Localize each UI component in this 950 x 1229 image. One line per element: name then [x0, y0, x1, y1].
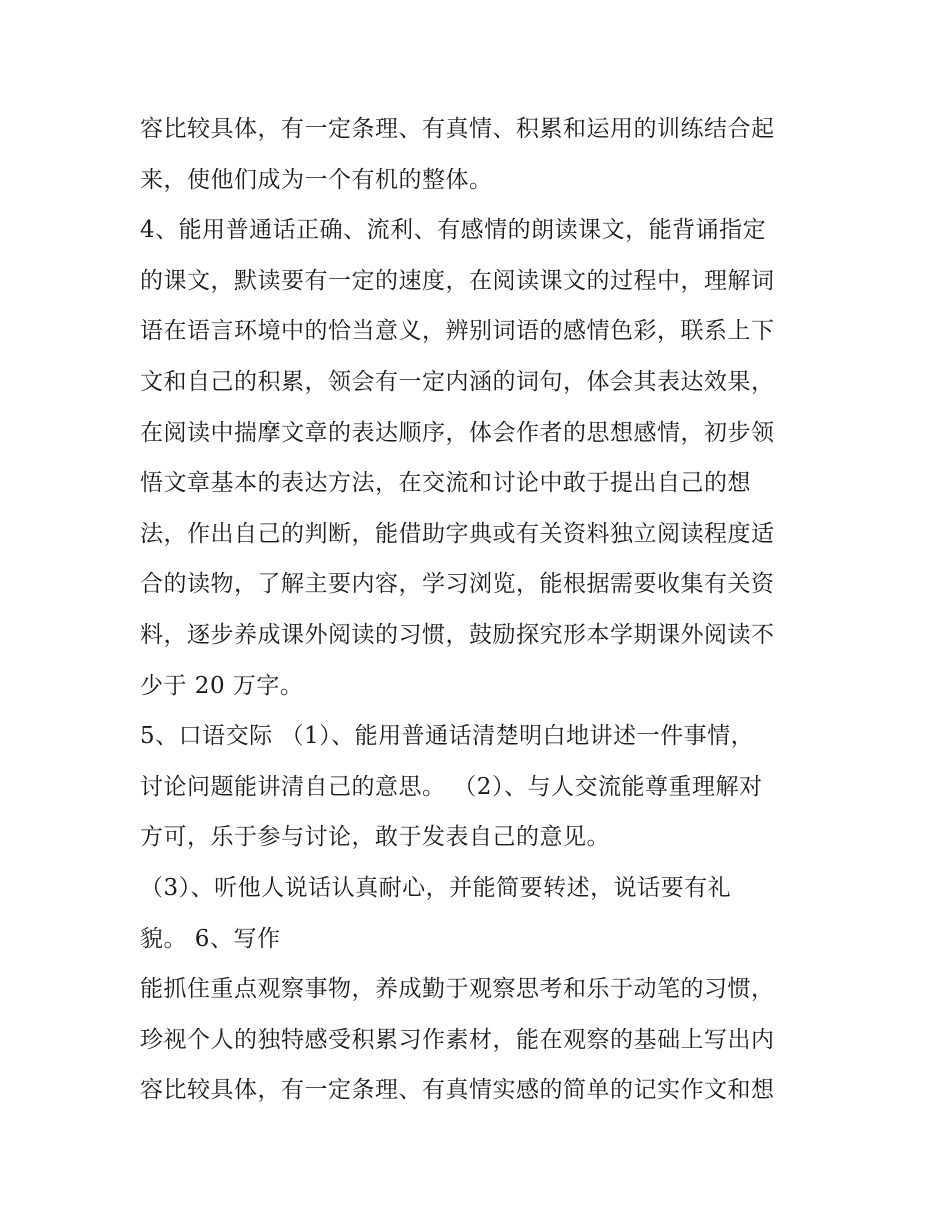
text-line: 少于 20 万字。 — [140, 672, 304, 699]
text-line: 容比较具体，有一定条理、有真情、积累和运用的训练结合起 — [140, 116, 775, 142]
text-line: 料，逐步养成课外阅读的习惯，鼓励探究形本学期课外阅读不 — [140, 621, 775, 648]
text-line: 的课文，默读要有一定的速度，在阅读课文的过程中，理解词 — [140, 267, 775, 294]
text-line: 容比较具体，有一定条理、有真情实感的简单的记实作文和想 — [140, 1077, 775, 1104]
text-line: 5、口语交际 （1）、能用普通话清楚明白地讲述一件事情， — [140, 723, 755, 750]
text-line: （3）、听他人说话认真耐心，并能简要转述，说话要有礼 — [140, 874, 732, 901]
text-line: 法，作出自己的判断，能借助字典或有关资料独立阅读程度适 — [140, 520, 775, 547]
text-line: 方可，乐于参与讨论，敢于发表自己的意见。 — [140, 824, 610, 851]
text-line: 珍视个人的独特感受积累习作素材，能在观察的基础上写出内 — [140, 1026, 775, 1053]
text-line: 在阅读中揣摩文章的表达顺序，体会作者的思想感情，初步领 — [140, 419, 775, 446]
text-line: 讨论问题能讲清自己的意思。 （2）、与人交流能尊重理解对 — [140, 773, 763, 800]
text-line: 语在语言环境中的恰当意义，辨别词语的感情色彩，联系上下 — [140, 318, 775, 345]
text-line: 4、能用普通话正确、流利、有感情的朗读课文，能背诵指定 — [140, 217, 767, 244]
text-line: 来，使他们成为一个有机的整体。 — [140, 166, 493, 193]
text-line: 貌。 6、写作 — [140, 925, 281, 952]
text-line: 能抓住重点观察事物，养成勤于观察思考和乐于动笔的习惯， — [140, 976, 775, 1003]
body-text — [140, 104, 840, 1116]
text-line: 文和自己的积累，领会有一定内涵的词句，体会其表达效果， — [140, 368, 775, 395]
text-line: 合的读物，了解主要内容，学习浏览，能根据需要收集有关资 — [140, 571, 775, 598]
text-line: 悟文章基本的表达方法，在交流和讨论中敢于提出自己的想 — [140, 470, 751, 497]
